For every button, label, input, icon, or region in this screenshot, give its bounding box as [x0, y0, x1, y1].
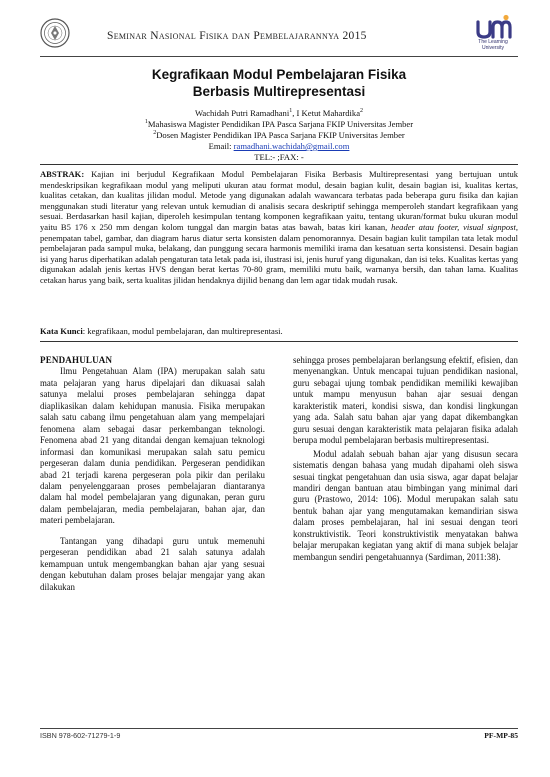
- author-line: [40, 108, 518, 119]
- paper-title-line1: Kegrafikaan Modul Pembelajaran Fisika: [151, 67, 407, 82]
- logo-tagline-line2: University: [482, 44, 504, 51]
- author-sup-1: 1: [289, 108, 293, 115]
- conference-title: Seminar Nasional Fisika dan Pembelajarannya 2015: [107, 30, 367, 42]
- affiliation-2-text: Dosen Magister Pendidikan IPA Pasca Sarjana FKIP Universitas Jember: [156, 130, 405, 140]
- abstract-text-2: , penempatan tabel, gambar, dan diagram harus diatur serta konsisten dalam penomorannya. Desain bagian kulit tampilan tata letak modul pembelajaran pada sampul muka, belakang, dan punggung secara harmonis memiliki irama dan kesatuan serta konsistensi. Desain bagian isi yang harus diperhatikan adalah pengaturan tata letak pada isi, ilustrasi isi, jenis huruf yang digunakan, dan isi teks. Kualitas kertas yang digunakan adalah jenis kertas HVS dengan berat kertas 70-80 gram, memiliki mutu baik, warnanya bersih, dan tahan lama. Kualitas cetakan harus yang baik, serta kualitas jilidan hendaknya dijilid benang dan lem agar tidak mudah rusak.: [40, 221, 518, 285]
- keywords-label: Kata Kunci: [40, 326, 83, 336]
- body-paragraph: Tantangan yang dihadapi guru untuk memenuhi pergeseran pendidikan abad 21 salah satunya adalah kemampuan untuk mengembangkan bahan ajar yang sesuai dengan kebutuhan dalam proses belajar mengajar yang akan dilakukan: [40, 535, 265, 592]
- affiliation-1-sup: 1: [144, 119, 148, 126]
- abstract-top-divider: [40, 164, 518, 165]
- keywords: [40, 326, 518, 337]
- abstract-text-1: Kajian ini berjudul Kegrafikaan Modul Pembelajaran Fisika Berbasis Multirepresentasi yang bertujuan untuk mendeskripsikan kegrafikaan modul yang meliputi ukuran atau format modul, desain bagian kulit, desain bagian isi, kualitas kertas, kualitas cetakan, dan kualitas jilidan modul. Metode yang digunakan adalah wawancara terbatas pada beberapa guru fisika dan kajian menggunakan studi literatur yang relevan untuk kemudian di analisis secara deskriptif sehingga memperoleh standart kegrafikaan yang sesuai. Berdasarkan hasil kajian, diperoleh kesimpulan tentang komponen kegrafikaan yaitu, tentang ukuran/format buku ukuran modul yaitu B5 176 x 250 mm dengan kolom tunggal dan margin batas atas bawah, batas kiri kanan,: [40, 169, 518, 232]
- email-label: Email:: [208, 141, 234, 151]
- author-name-1: Wachidah Putri Ramadhani: [194, 108, 290, 118]
- page-id: PF-MP-85: [484, 731, 518, 740]
- email-link[interactable]: ramadhani.wachidah@gmail.com: [233, 141, 350, 151]
- affiliation-2: [40, 130, 518, 141]
- section-heading-pendahuluan: PENDAHULUAN: [40, 355, 113, 365]
- author-name-2: I Ketut Mahardika: [296, 108, 361, 118]
- body-paragraph: Ilmu Pengetahuan Alam (IPA) merupakan salah satu mata pelajaran yang harus dipelajari dan dikuasai salah satunya melalui proses pembelajaran sehingga dapat diaplikasikan dalam kehidupan manusia. Fisika merupakan salah satu cabang ilmu pengetahuan alam yang mempelajari fenomena alam sebagai dasar perkembangan teknologi. Fenomena abad 21 yang ditandai dengan kemajuan teknologi informasi dan komunikasi merupakan salah satu pemicu pergeseran dalam dunia pendidikan. Pergeseran pendidikan abad 21 terjadi karena pergeseran pola pikir dan perilaku dalam penyelenggaraan proses pembelajaran diantaranya dalam hal model pembelajaran yang digunakan, peran guru dalam pembelajaran, media pembelajaran, bahan ajar, dan materi pembelajaran.: [40, 366, 265, 526]
- university-logo: [468, 14, 518, 58]
- abstract-italic-text: header atau footer, visual signpost: [391, 221, 516, 232]
- affiliation-1: [40, 119, 518, 130]
- body-right-column: [293, 355, 518, 572]
- email-line: [40, 141, 518, 152]
- logo-tagline-line1: The Learning: [478, 39, 508, 45]
- abstract: [40, 169, 518, 286]
- footer-divider: [40, 728, 518, 729]
- body-paragraph: sehingga proses pembelajaran berlangsung efektif, efisien, dan menyenangkan. Untuk mencapai tujuan pendidikan nasional, guru sebagai ujung tombak pendidikan memiliki kewajiban untuk mampu menyusun bahan ajar sesuai dengan karakteristik materi, kondisi siswa, dan kondisi lingkungan yang ada. Salah satu bahan ajar yang dapat dikembangkan guru sesuai dengan karakteristik mata pelajaran fisika adalah berupa modul pembelajaran berbasis multirepresentasi.: [293, 355, 518, 446]
- university-seal-icon: [40, 18, 70, 48]
- affiliation-2-sup: 2: [153, 130, 157, 137]
- body-left-column: [40, 355, 265, 602]
- keywords-text: : kegrafikaan, modul pembelajaran, dan multirepresentasi.: [82, 326, 283, 336]
- isbn: ISBN 978-602-71279-1-9: [40, 731, 121, 740]
- um-logo-icon: [473, 14, 513, 40]
- author-separator: ,: [292, 108, 297, 118]
- abstract-bottom-divider: [40, 341, 518, 342]
- header-divider: [40, 56, 518, 57]
- body-paragraph: Modul adalah sebuah bahan ajar yang disusun secara sistematis dengan bahasa yang mudah dipahami oleh siswa sesuai tingkat pengetahuan dan usia siswa, agar dapat belajar mandiri dengan bantuan atau bimbingan yang minimal dari guru (Prastowo, 2014: 106). Modul merupakan salah satu bentuk bahan ajar yang mengutamakan kemandirian siswa dalam proses pembelajaran, hal ini sesuai dengan teori konstruktivistik. Teori konstruktivistik menyatakan bahwa belajar merupakan kegiatan yang aktif di mana subjek belajar membangun sendiri pengetahuannya (Sardiman, 2011:38).: [293, 448, 518, 562]
- paper-title: [40, 66, 518, 100]
- abstract-label: ABSTRAK:: [40, 169, 85, 179]
- author-sup-2: 2: [360, 108, 364, 115]
- paper-title-line2: Berbasis Multirepresentasi: [192, 84, 366, 99]
- tel-fax-line: TEL:- ;FAX: -: [254, 152, 304, 162]
- affiliation-1-text: Mahasiswa Magister Pendidikan IPA Pasca Sarjana FKIP Universitas Jember: [147, 119, 414, 129]
